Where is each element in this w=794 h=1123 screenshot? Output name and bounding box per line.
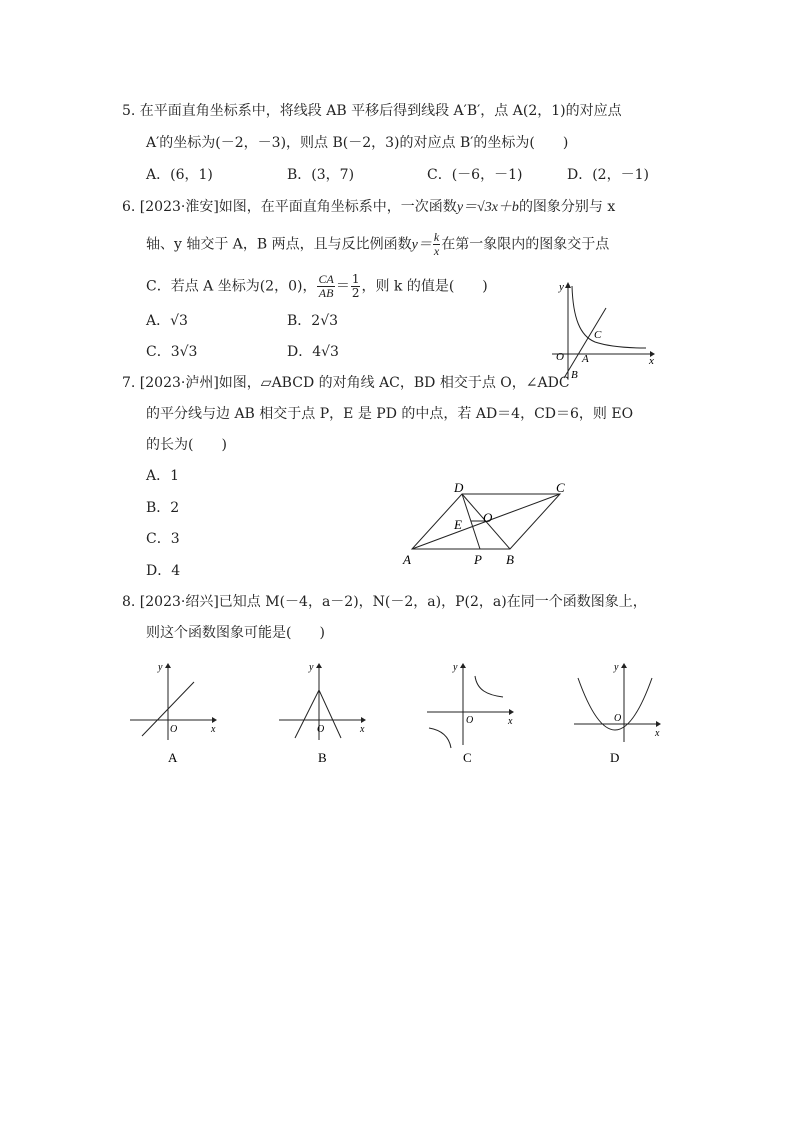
- q8d-label-o: O: [614, 713, 622, 724]
- q5-line1: 5. 在平面直角坐标系中，将线段 AB 平移后得到线段 A′B′，点 A(2，1)的对应点: [122, 103, 622, 119]
- q7-label-a: A: [403, 552, 411, 567]
- q6-line2-text-a: 轴、y 轴交于 A，B 两点，且与反比例函数: [146, 236, 412, 253]
- q8a-label-y: y: [158, 662, 163, 673]
- q8c-y-arrow: [460, 663, 466, 668]
- q7-option-c: C．3: [146, 531, 180, 547]
- q6-label-y: y: [559, 281, 564, 293]
- q7-label-c: C: [556, 480, 565, 495]
- q7-option-a: A．1: [146, 468, 180, 484]
- q7-figure: [400, 482, 580, 572]
- q8b-label-o: O: [317, 724, 325, 735]
- q8c-label-y: y: [453, 662, 458, 673]
- q8c-label-x: x: [508, 716, 513, 727]
- q6-hyperbola: [572, 286, 646, 348]
- q6-line3-text-b: ，则 k 的值是( ): [361, 278, 488, 295]
- q8a-label-x: x: [211, 724, 216, 735]
- q7-line3: 的长为( ): [146, 437, 227, 453]
- q7-line1: 7. [2023·泸州]如图，▱ABCD 的对角线 AC，BD 相交于点 O，∠ADC: [122, 375, 570, 391]
- q8c-branch-2: [429, 728, 451, 748]
- q8b-label-x: x: [360, 724, 365, 735]
- q6-frac2-num: 1: [351, 272, 360, 286]
- q7-label-b: B: [506, 552, 514, 567]
- q6-line3: [146, 273, 488, 300]
- q8c-branch-1: [475, 676, 503, 697]
- q8-line1: 8. [2023·绍兴]已知点 M(－4，a－2)，N(－2，a)，P(2，a)在同一个函数图象上，: [122, 594, 647, 610]
- q6-figure: [550, 278, 665, 380]
- q7-label-e: E: [454, 517, 462, 532]
- q5-option-d: D．(2，－1): [567, 167, 649, 183]
- q8d-label-x: x: [655, 728, 660, 739]
- q6-line1-equation: y＝√3x＋b: [456, 200, 519, 215]
- q7-option-d: D．4: [146, 563, 181, 579]
- q6-option-d: D．4√3: [287, 344, 339, 360]
- q8-graph-a: [128, 660, 223, 770]
- q8d-x-arrow: [656, 721, 661, 727]
- q8c-label-o: O: [466, 715, 474, 726]
- q6-label-b: B: [571, 369, 578, 381]
- q5-option-b: B．(3，7): [287, 167, 355, 183]
- q6-y-arrow: [565, 282, 571, 288]
- q8-graph-d: [572, 660, 667, 770]
- q6-line2-eq-lhs: y＝: [411, 237, 432, 253]
- q6-option-b: B．2√3: [287, 313, 339, 329]
- q6-frac2-den: 2: [351, 286, 360, 300]
- q8b-y-arrow: [316, 663, 322, 668]
- q8a-x-arrow: [212, 717, 217, 723]
- q6-frac1-num: CA: [318, 272, 334, 286]
- q6-option-a: A．√3: [146, 313, 188, 329]
- q8-line2: 则这个函数图象可能是( ): [146, 625, 325, 641]
- q7-label-o: O: [483, 510, 493, 525]
- q5-line2: A′的坐标为(－2，－3)，则点 B(－2，3)的对应点 B′的坐标为( ): [146, 135, 569, 151]
- q8a-y-arrow: [165, 663, 171, 668]
- q6-frac-x: x: [433, 244, 440, 258]
- q8-graph-b: [277, 660, 372, 770]
- q6-line2-text-b: 在第一象限内的图象交于点: [441, 236, 610, 253]
- q8c-x-arrow: [509, 709, 514, 715]
- q6-frac1-den: AB: [318, 286, 334, 300]
- q5-option-a: A．(6，1): [146, 167, 213, 183]
- q8b-label-y: y: [309, 662, 314, 673]
- q8a-label-o: O: [170, 724, 178, 735]
- q6-line2-fraction: [433, 231, 440, 258]
- q6-line3-fraction2: [351, 273, 361, 300]
- q8d-label-y: y: [614, 662, 619, 673]
- q6-label-x: x: [649, 355, 654, 367]
- q7-line2: 的平分线与边 AB 相交于点 P，E 是 PD 的中点，若 AD＝4，CD＝6，则 EO: [146, 406, 634, 422]
- q6-line1-text-a: 6. [2023·淮安]如图，在平面直角坐标系中，一次函数: [122, 199, 457, 215]
- q6-line3-eq: ＝: [335, 278, 350, 295]
- q6-option-c: C．3√3: [146, 344, 198, 360]
- q6-line3-text-a: C．若点 A 坐标为(2，0)，: [146, 278, 317, 295]
- q6-frac-k: k: [433, 230, 440, 244]
- q8b-x-arrow: [361, 717, 366, 723]
- q6-line1: [122, 197, 615, 218]
- q6-line2: [146, 231, 609, 258]
- q6-line3-fraction1: [317, 273, 334, 300]
- q6-label-c: C: [594, 329, 602, 341]
- q6-line1-text-b: 的图象分别与 x: [518, 199, 616, 215]
- q5-option-c: C．(－6，－1): [427, 167, 523, 183]
- q8b-caption: B: [318, 750, 327, 765]
- q7-label-d: D: [454, 480, 464, 495]
- q8d-y-arrow: [621, 663, 627, 668]
- q6-label-a: A: [582, 353, 589, 365]
- q8c-caption: C: [463, 750, 472, 765]
- q8-graph-c: [425, 660, 520, 770]
- q7-option-b: B．2: [146, 500, 180, 516]
- q8d-caption: D: [610, 750, 620, 765]
- q8a-caption: A: [168, 750, 178, 765]
- q6-label-o: O: [556, 351, 564, 363]
- q7-label-p: P: [474, 552, 482, 567]
